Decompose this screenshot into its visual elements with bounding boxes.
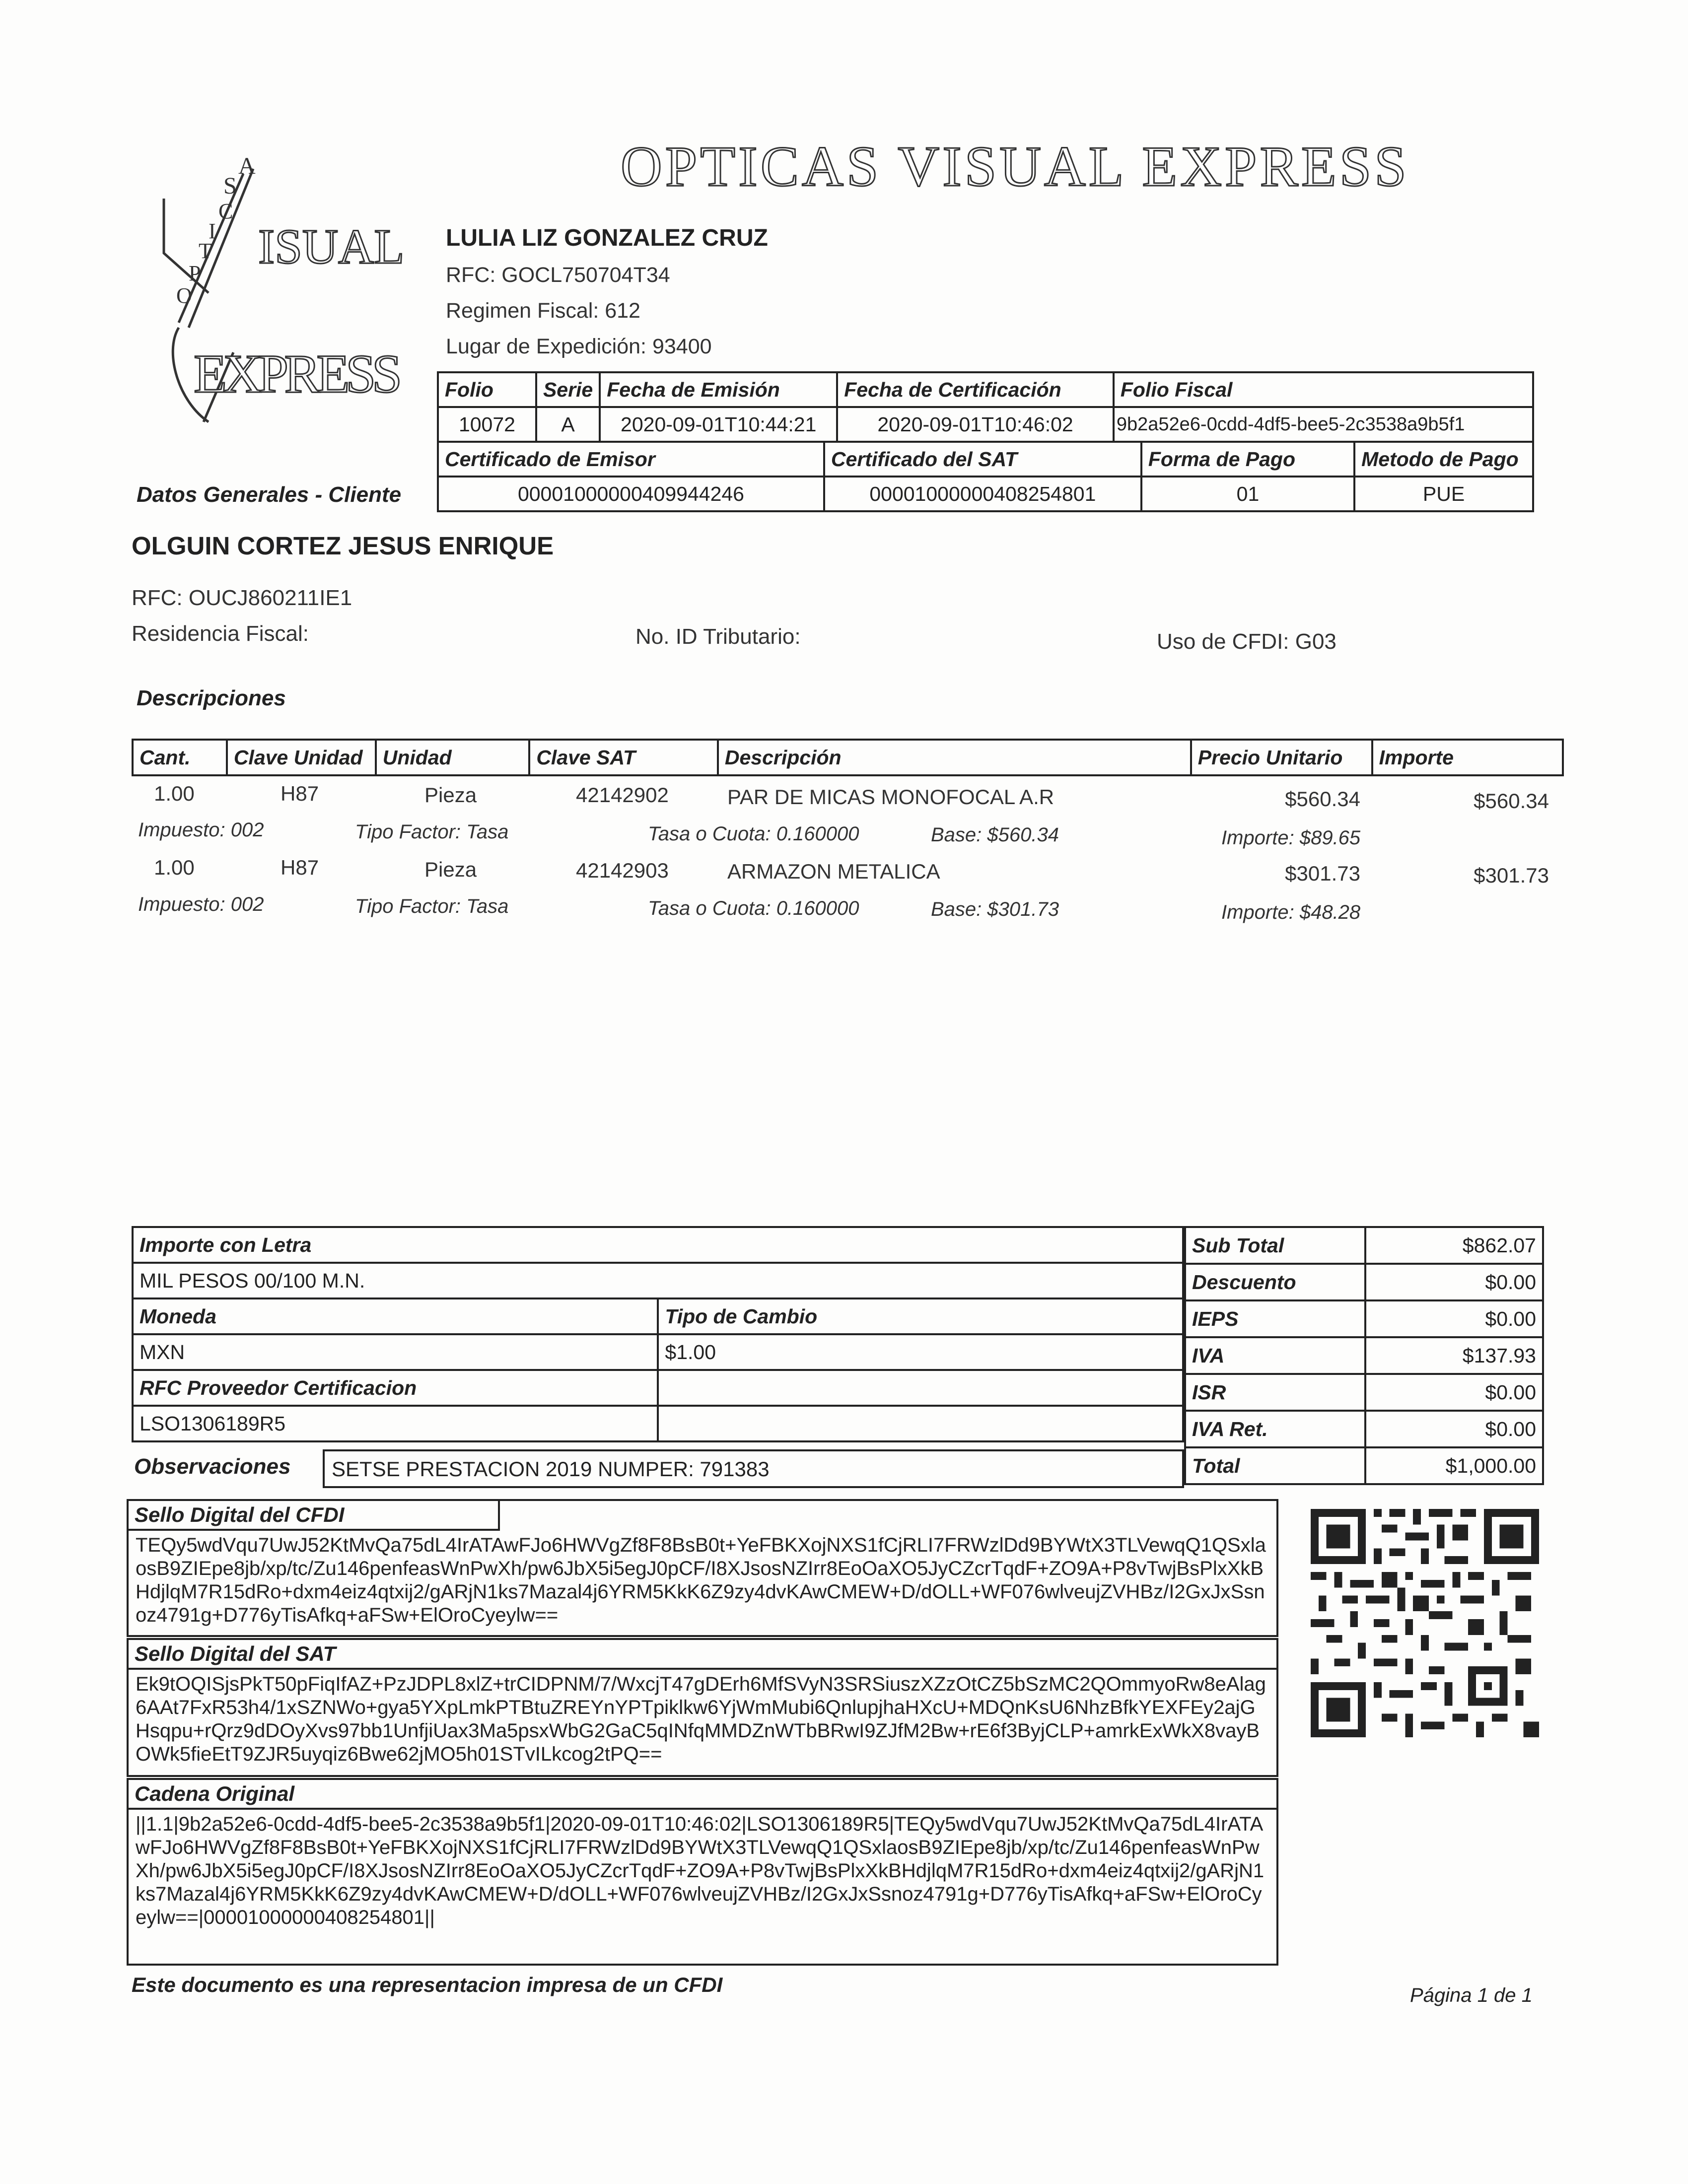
metodo-pago-header: Metodo de Pago (1354, 442, 1533, 477)
descuento-label: Descuento (1185, 1264, 1365, 1300)
rfc-proveedor-spacer-2 (658, 1406, 1183, 1441)
item-tipo-factor: Tipo Factor: Tasa (355, 821, 509, 843)
item-base: Base: $301.73 (931, 898, 1059, 920)
item-tipo-factor: Tipo Factor: Tasa (355, 895, 509, 917)
item-descripcion: PAR DE MICAS MONOFOCAL A.R (727, 785, 1055, 809)
ieps-value: $0.00 (1365, 1300, 1543, 1337)
col-importe-header: Importe (1372, 740, 1563, 775)
sello-sat-box (127, 1638, 1278, 1777)
logo-letters-o: O (176, 283, 192, 308)
item-clave-sat: 42142902 (576, 783, 669, 807)
logo-letters-p: P (189, 261, 201, 285)
sello-cfdi-value: TEQy5wdVqu7UwJ52KtMvQa75dL4IrATAwFJo6HWVgZf8F8BsB0t+YeFBKXojNXS1fCjRLI7FRWzlDd9BYWtX3TLVewqQ1QSxlaosB9ZIEpe8jb/xp/tc/Zu146penfeasWnPwXh/pw6JbX5i5egJ0pCF/I8XJsosNZIrr8EoOaXO5JyCZcrTqdF+ZO9A+P8vTwjBsPlxXkBHdjlqM7R15dRo+dxm4eiz4qtxij2/gARjN1ks7Mazal4j6YRM5KkK6Z9zy4dvKAwCMEW+D/dOLL+WF076wlveujZVHBz/I2GxJxSsnoz4791g+D776yTisAfkq+aFSw+ElOroCyeylw== (136, 1534, 1266, 1626)
client-rfc: RFC: OUCJ860211IE1 (132, 586, 352, 610)
issuer-name: LULIA LIZ GONZALEZ CRUZ (446, 225, 768, 251)
forma-pago-header: Forma de Pago (1141, 442, 1354, 477)
iva-ret-value: $0.00 (1365, 1411, 1543, 1447)
logo-letters-i: I (209, 219, 216, 243)
col-cant-header: Cant. (133, 740, 227, 775)
logo-letters-s: S (223, 173, 237, 199)
item-unidad: Pieza (424, 858, 477, 881)
item-importe: $301.73 (1474, 864, 1549, 887)
item-importe: $560.34 (1474, 789, 1549, 813)
logo-word-isual: ISUAL (258, 219, 405, 274)
cadena-original-value: ||1.1|9b2a52e6-0cdd-4df5-bee5-2c3538a9b5f1|2020-09-01T10:46:02|LSO1306189R5|TEQy5wdVqu7UwJ52KtMvQa75dL4IrATAwFJo6HWVgZf8F8BsB0t+YeFBKXojNXS1fCjRLI7FRWzlDd9BYWtX3TLVewqQ1QSxlaosB9ZIEpe8jb/xp/tc/Zu146penfeasWnPwXh/pw6JbX5i5egJ0pCF/I8XJsosNZIrr8EoOaXO5JyCZcrTqdF+ZO9A+P8vTwjBsPlxXkBHdjlqM7R15dRo+dxm4eiz4qtxij2/gARjN1ks7Mazal4j6YRM5KkK6Z9zy4dvKAwCMEW+D/dOLL+WF076wlveujZVHBz/I2GxJxSsnoz4791g+D776yTisAfkq+aFSw+ElOroCyeylw==|00001000000408254801|| (136, 1813, 1265, 1928)
sello-cfdi-box (127, 1499, 1278, 1637)
cert-sat-header: Certificado del SAT (824, 442, 1141, 477)
client-residencia: Residencia Fiscal: (132, 621, 309, 646)
tipo-cambio-value: $1.00 (658, 1334, 1183, 1370)
folio-fiscal-value: 9b2a52e6-0cdd-4df5-bee5-2c3538a9b5f1 (1114, 407, 1533, 442)
invoice-info-table (437, 371, 1534, 443)
ieps-label: IEPS (1185, 1300, 1365, 1337)
moneda-header: Moneda (133, 1298, 658, 1334)
page-number: Página 1 de 1 (1410, 1984, 1533, 2006)
logo-word-express: EXPRESS (194, 343, 402, 404)
observaciones-value: SETSE PRESTACION 2019 NUMPER: 791383 (323, 1449, 1184, 1488)
client-name: OLGUIN CORTEZ JESUS ENRIQUE (132, 532, 554, 560)
isr-label: ISR (1185, 1374, 1365, 1411)
subtotal-label: Sub Total (1185, 1227, 1365, 1264)
logo-letters-c: C (218, 199, 233, 223)
col-clave-unidad-header: Clave Unidad (227, 740, 376, 775)
col-clave-sat-header: Clave SAT (529, 740, 718, 775)
item-tasa: Tasa o Cuota: 0.160000 (648, 897, 859, 919)
item-importe-impuesto: Importe: $48.28 (1221, 901, 1361, 923)
summary-table (132, 1226, 1184, 1442)
rfc-proveedor-header: RFC Proveedor Certificacion (133, 1370, 658, 1406)
client-section-label: Datos Generales - Cliente (137, 482, 402, 507)
total-label: Total (1185, 1447, 1365, 1484)
item-importe-impuesto: Importe: $89.65 (1221, 827, 1361, 849)
certificates-table (437, 441, 1534, 512)
iva-ret-label: IVA Ret. (1185, 1411, 1365, 1447)
issuer-lugar: Lugar de Expedición: 93400 (446, 335, 712, 358)
qr-code (1311, 1509, 1539, 1737)
rfc-proveedor-value: LSO1306189R5 (133, 1406, 658, 1441)
iva-label: IVA (1185, 1337, 1365, 1374)
item-descripcion: ARMAZON METALICA (727, 860, 940, 883)
folio-value: 10072 (438, 407, 536, 442)
importe-letra-header: Importe con Letra (133, 1227, 1183, 1263)
sello-cfdi-title: Sello Digital del CFDI (129, 1501, 500, 1531)
items-section-label: Descripciones (137, 686, 286, 710)
serie-value: A (536, 407, 600, 442)
col-precio-header: Precio Unitario (1191, 740, 1372, 775)
cadena-original-box (127, 1778, 1278, 1966)
client-id-tributario: No. ID Tributario: (635, 624, 801, 649)
item-cant: 1.00 (154, 782, 195, 805)
issuer-rfc: RFC: GOCL750704T34 (446, 263, 670, 287)
issuer-regimen: Regimen Fiscal: 612 (446, 299, 640, 323)
item-cant: 1.00 (154, 856, 195, 879)
company-logo (149, 144, 417, 442)
importe-letra-value: MIL PESOS 00/100 M.N. (133, 1263, 1183, 1298)
col-descripcion-header: Descripción (718, 740, 1191, 775)
fecha-cert-header: Fecha de Certificación (837, 372, 1114, 407)
logo-letters-a: A (238, 153, 256, 179)
item-clave-unidad: H87 (281, 856, 319, 879)
observaciones-label: Observaciones (134, 1454, 291, 1479)
forma-pago-value: 01 (1141, 477, 1354, 511)
item-precio: $560.34 (1285, 787, 1360, 811)
item-unidad: Pieza (424, 783, 477, 807)
items-header-table (132, 739, 1564, 776)
item-base: Base: $560.34 (931, 824, 1059, 846)
iva-value: $137.93 (1365, 1337, 1543, 1374)
cert-emisor-header: Certificado de Emisor (438, 442, 824, 477)
moneda-value: MXN (133, 1334, 658, 1370)
folio-fiscal-header: Folio Fiscal (1114, 372, 1533, 407)
logo-letters-t: T (199, 239, 212, 263)
cadena-original-title: Cadena Original (129, 1780, 1276, 1810)
sello-sat-value: Ek9tOQISjsPkT50pFiqIfAZ+PzJDPL8xlZ+trCIDPNM/7/WxcjT47gDErh6MfSVyN3SRSiuszXZzOtCZ5bSzMC2QOmmyoRw8eAlag6AAt7FxR53h4/1xSZNWo+gya5YXpLmkPTBtuZREYnYPTpiklkw6YjWmMubi6QnlupjhaHXcU+MDQnKsU6NhzBfkYEXFEy2ajGHsqpu+rQrz9dDOyXvs97bb1UnfjiUax3Ma5psxWbG2GaC5qINfqMMDZnWTbBRwI9ZJfM2Bw+rE6f3ByjCLP+amrkExWkX8vayBOWk5fieEtT9ZJR5uyqiz6Bwe62jMO5h01STvILkcog2tPQ== (136, 1673, 1266, 1765)
subtotal-value: $862.07 (1365, 1227, 1543, 1264)
fecha-emision-value: 2020-09-01T10:44:21 (600, 407, 837, 442)
sello-sat-title: Sello Digital del SAT (129, 1640, 1276, 1670)
folio-header: Folio (438, 372, 536, 407)
client-uso-cfdi: Uso de CFDI: G03 (1157, 629, 1336, 654)
item-clave-sat: 42142903 (576, 859, 669, 882)
rfc-proveedor-spacer (658, 1370, 1183, 1406)
descuento-value: $0.00 (1365, 1264, 1543, 1300)
metodo-pago-value: PUE (1354, 477, 1533, 511)
item-precio: $301.73 (1285, 862, 1360, 885)
item-clave-unidad: H87 (281, 782, 319, 805)
fecha-cert-value: 2020-09-01T10:46:02 (837, 407, 1114, 442)
cert-sat-value: 00001000000408254801 (824, 477, 1141, 511)
fecha-emision-header: Fecha de Emisión (600, 372, 837, 407)
cert-emisor-value: 00001000000409944246 (438, 477, 824, 511)
item-impuesto: Impuesto: 002 (138, 893, 264, 915)
total-value: $1,000.00 (1365, 1447, 1543, 1484)
isr-value: $0.00 (1365, 1374, 1543, 1411)
item-tasa: Tasa o Cuota: 0.160000 (648, 823, 859, 845)
serie-header: Serie (536, 372, 600, 407)
company-title: OPTICAS VISUAL EXPRESS (621, 135, 1409, 199)
col-unidad-header: Unidad (376, 740, 530, 775)
tipo-cambio-header: Tipo de Cambio (658, 1298, 1183, 1334)
footer-note: Este documento es una representacion impresa de un CFDI (132, 1973, 723, 1996)
item-impuesto: Impuesto: 002 (138, 819, 264, 841)
totals-table (1184, 1226, 1544, 1485)
